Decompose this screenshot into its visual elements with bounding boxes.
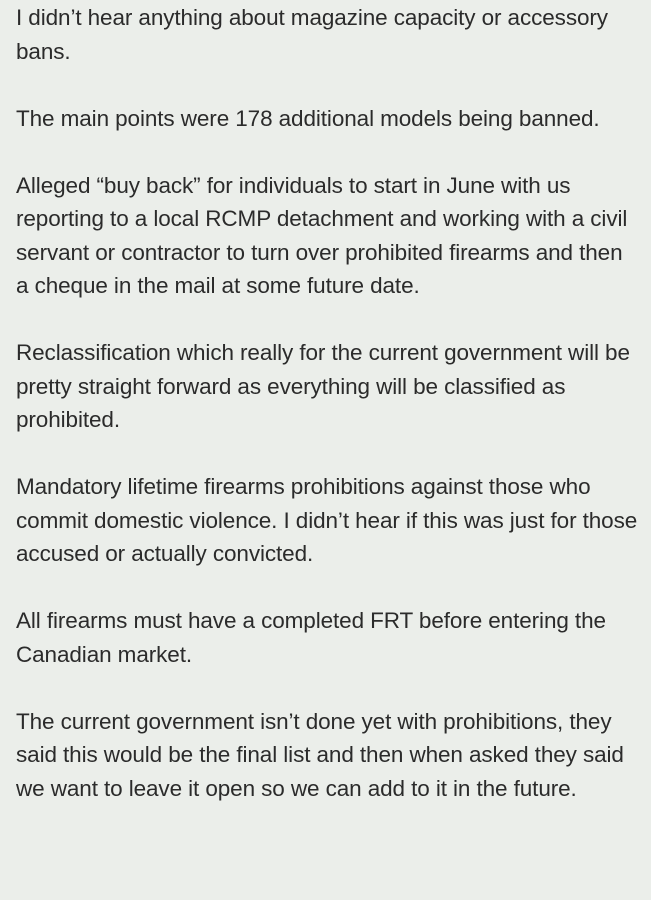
paragraph-reclassification: Reclassification which really for the current government will be pretty straight forward as everything will be classified as prohibited. (16, 340, 630, 432)
paragraph-buy-back: Alleged “buy back” for individuals to start in June with us reporting to a local RCMP detachment and working with a civil servant or contractor to turn over prohibited firearms and then a cheque in the mail at some future date. (16, 172, 628, 298)
paragraph-domestic-violence: Mandatory lifetime firearms prohibitions against those who commit domestic violence. I didn’t hear if this was just for those accused or actually convicted. (16, 474, 638, 566)
paragraph-frt: All firearms must have a completed FRT before entering the Canadian market. (16, 608, 606, 667)
paragraph-main-points: The main points were 178 additional models being banned. (16, 105, 600, 131)
paragraph-magazine-capacity: I didn’t hear anything about magazine capacity or accessory bans. (16, 5, 608, 64)
paragraph-future-prohibitions: The current government isn’t done yet with prohibitions, they said this would be the final list and then when asked they said we want to leave it open so we can add to it in the future. (16, 708, 624, 801)
